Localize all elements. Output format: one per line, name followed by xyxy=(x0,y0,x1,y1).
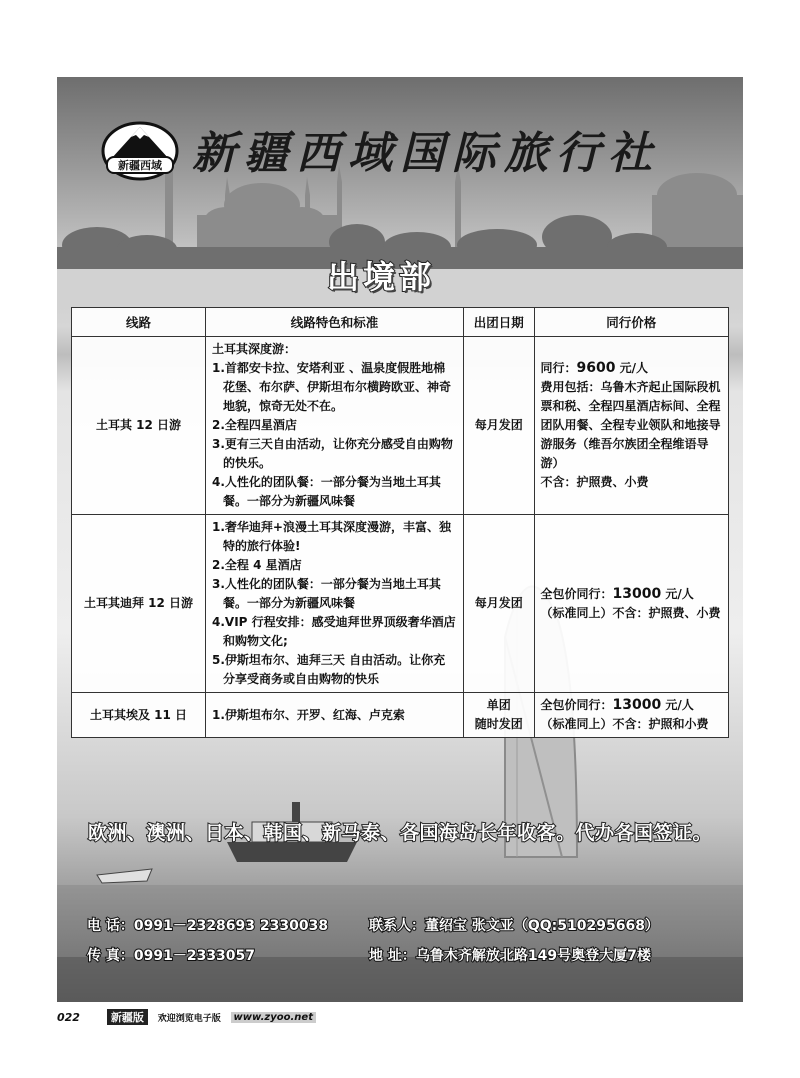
price-unit: 元/人 xyxy=(661,698,694,712)
agency-logo xyxy=(101,121,179,181)
departure-date: 每月发团 xyxy=(463,337,534,515)
website-link[interactable]: www.zyoo.net xyxy=(231,1012,316,1023)
column-header-features: 线路特色和标准 xyxy=(206,308,464,337)
feature-item: 1.首都安卡拉、安塔利亚 、温泉度假胜地棉花堡、布尔萨、伊斯坦布尔横跨欧亚、神奇地貌，惊奇无处不在。 xyxy=(212,361,452,413)
footer-slogan: 欢迎浏览电子版 xyxy=(157,1013,221,1024)
price-unit: 元/人 xyxy=(661,586,694,601)
departure-date-line: 单团 xyxy=(486,698,511,712)
departure-date xyxy=(463,693,534,738)
price-unit: 元/人 xyxy=(615,361,649,375)
departure-date: 每月发团 xyxy=(463,515,534,693)
features-intro: 土耳其深度游： xyxy=(212,342,297,356)
column-header-price: 同行价格 xyxy=(534,308,729,337)
price-label: 全包价同行： xyxy=(540,586,613,601)
price-value: 13000 xyxy=(612,585,662,602)
departure-date-line: 随时发团 xyxy=(474,717,523,731)
feature-item: 3.更有三天自由活动，让你充分感受自由购物的快乐。 xyxy=(212,437,453,470)
table-header-row xyxy=(72,308,729,337)
feature-item: 4.VIP 行程安排：感受迪拜世界顶级奢华酒店和购物文化; xyxy=(212,615,456,648)
route-features xyxy=(206,337,464,515)
price-excludes: 不含：护照费、小费 xyxy=(540,475,649,489)
page-footer xyxy=(57,1009,316,1025)
table-row xyxy=(72,693,729,738)
feature-item: 3.人性化的团队餐：一部分餐为当地土耳其餐。一部分为新疆风味餐 xyxy=(212,577,441,610)
destinations-slogan: 欧洲、澳洲、日本、韩国、新马泰、各国海岛长年收客。代办各国签证。 xyxy=(87,822,712,844)
price-includes: 费用包括：乌鲁木齐起止国际段机票和税、全程四星酒店标间、全程团队用餐、全程专业领队和地接导游服务（维吾尔族团全程维语导游） xyxy=(540,380,721,470)
route-name: 土耳其迪拜 12 日游 xyxy=(72,515,206,693)
edition-badge: 新疆版 xyxy=(107,1009,148,1025)
feature-item: 1.奢华迪拜+浪漫土耳其深度漫游，丰富、独特的旅行体验! xyxy=(212,520,451,553)
price-label: 同行： xyxy=(540,361,577,375)
price-note: （标准同上）不含：护照和小费 xyxy=(540,717,709,731)
page-number: 022 xyxy=(57,1010,80,1024)
agency-name: 新疆西域国际旅行社 xyxy=(192,128,660,179)
price-value: 9600 xyxy=(576,360,616,376)
contact-person: 联系人：董绍宝 张文亚（QQ:510295668） xyxy=(369,918,659,934)
feature-item: 5.伊斯坦布尔、迪拜三天 自由活动。让你充分享受商务或自由购物的快乐 xyxy=(212,653,446,686)
price-line xyxy=(541,696,723,715)
feature-item: 1.伊斯坦布尔、开罗、红海、卢克索 xyxy=(212,707,405,722)
route-name: 土耳其埃及 11 日 xyxy=(72,693,206,738)
department-title: 出境部 xyxy=(327,258,436,296)
column-header-date: 出团日期 xyxy=(463,308,534,337)
table-row xyxy=(72,515,729,693)
column-header-route: 线路 xyxy=(72,308,206,337)
table-row xyxy=(72,337,729,515)
feature-item: 4.人性化的团队餐：一部分餐为当地土耳其餐。一部分为新疆风味餐 xyxy=(212,475,441,508)
route-features xyxy=(206,693,464,738)
price-cell xyxy=(534,337,729,515)
price-value: 13000 xyxy=(612,697,662,713)
price-cell xyxy=(534,515,729,693)
tour-table xyxy=(71,307,729,738)
logo-text: 新疆西域 xyxy=(118,159,162,172)
phone-numbers: 电 话：0991－2328693 2330038 xyxy=(87,918,329,934)
feature-item: 2.全程四星酒店 xyxy=(212,418,297,432)
fax-number: 传 真：0991－2333057 xyxy=(87,948,256,964)
address: 地 址：乌鲁木齐解放北路149号奥登大厦7楼 xyxy=(369,948,651,964)
feature-item: 2.全程 4 星酒店 xyxy=(212,558,302,572)
price-note: （标准同上）不含：护照费、小费 xyxy=(540,605,721,620)
price-line xyxy=(541,585,723,604)
advertisement-page xyxy=(57,77,743,1002)
route-features xyxy=(206,515,464,693)
route-name: 土耳其 12 日游 xyxy=(72,337,206,515)
price-line xyxy=(541,359,723,378)
price-cell xyxy=(534,693,729,738)
price-label: 全包价同行： xyxy=(540,698,613,712)
